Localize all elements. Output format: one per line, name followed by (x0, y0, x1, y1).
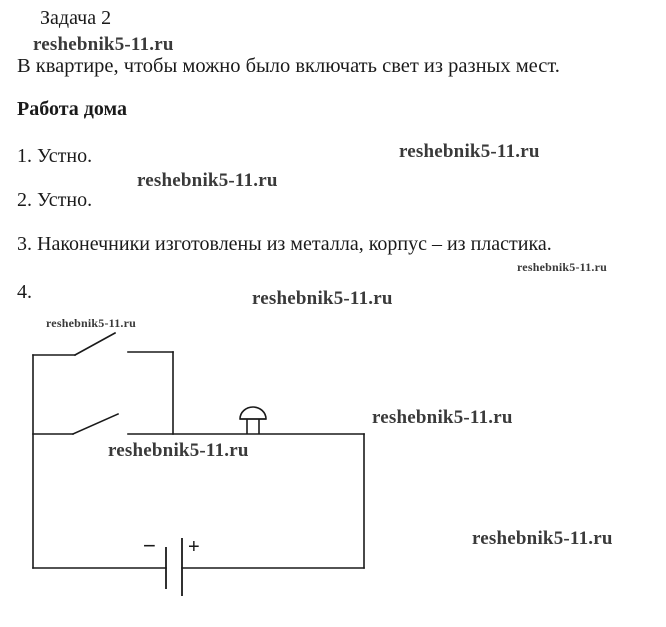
battery-minus-label: − (143, 533, 156, 558)
watermark: reshebnik5-11.ru (108, 440, 249, 461)
watermark: reshebnik5-11.ru (252, 288, 393, 309)
watermark: reshebnik5-11.ru (399, 141, 540, 162)
switch-1-lever (75, 333, 115, 355)
watermark: reshebnik5-11.ru (46, 316, 136, 330)
battery-plus-label: + (188, 536, 200, 558)
task-title: Задача 2 (40, 7, 112, 29)
watermark: reshebnik5-11.ru (372, 407, 513, 428)
switch-2-lever (73, 414, 118, 434)
battery (166, 538, 182, 596)
watermark: reshebnik5-11.ru (517, 260, 607, 274)
watermark: reshebnik5-11.ru (33, 34, 174, 55)
list-item-2: 2. Устно. (17, 189, 93, 211)
list-item-3: 3. Наконечники изготовлены из металла, корпус – из пластика. (17, 233, 552, 255)
watermark: reshebnik5-11.ru (137, 170, 278, 191)
list-item-4: 4. (17, 281, 32, 303)
watermark: reshebnik5-11.ru (472, 528, 613, 549)
answer-line: В квартире, чтобы можно было включать свет из разных мест. (17, 55, 560, 77)
list-item-1: 1. Устно. (17, 145, 93, 167)
lamp-icon (240, 407, 266, 434)
section-title: Работа дома (17, 98, 127, 120)
